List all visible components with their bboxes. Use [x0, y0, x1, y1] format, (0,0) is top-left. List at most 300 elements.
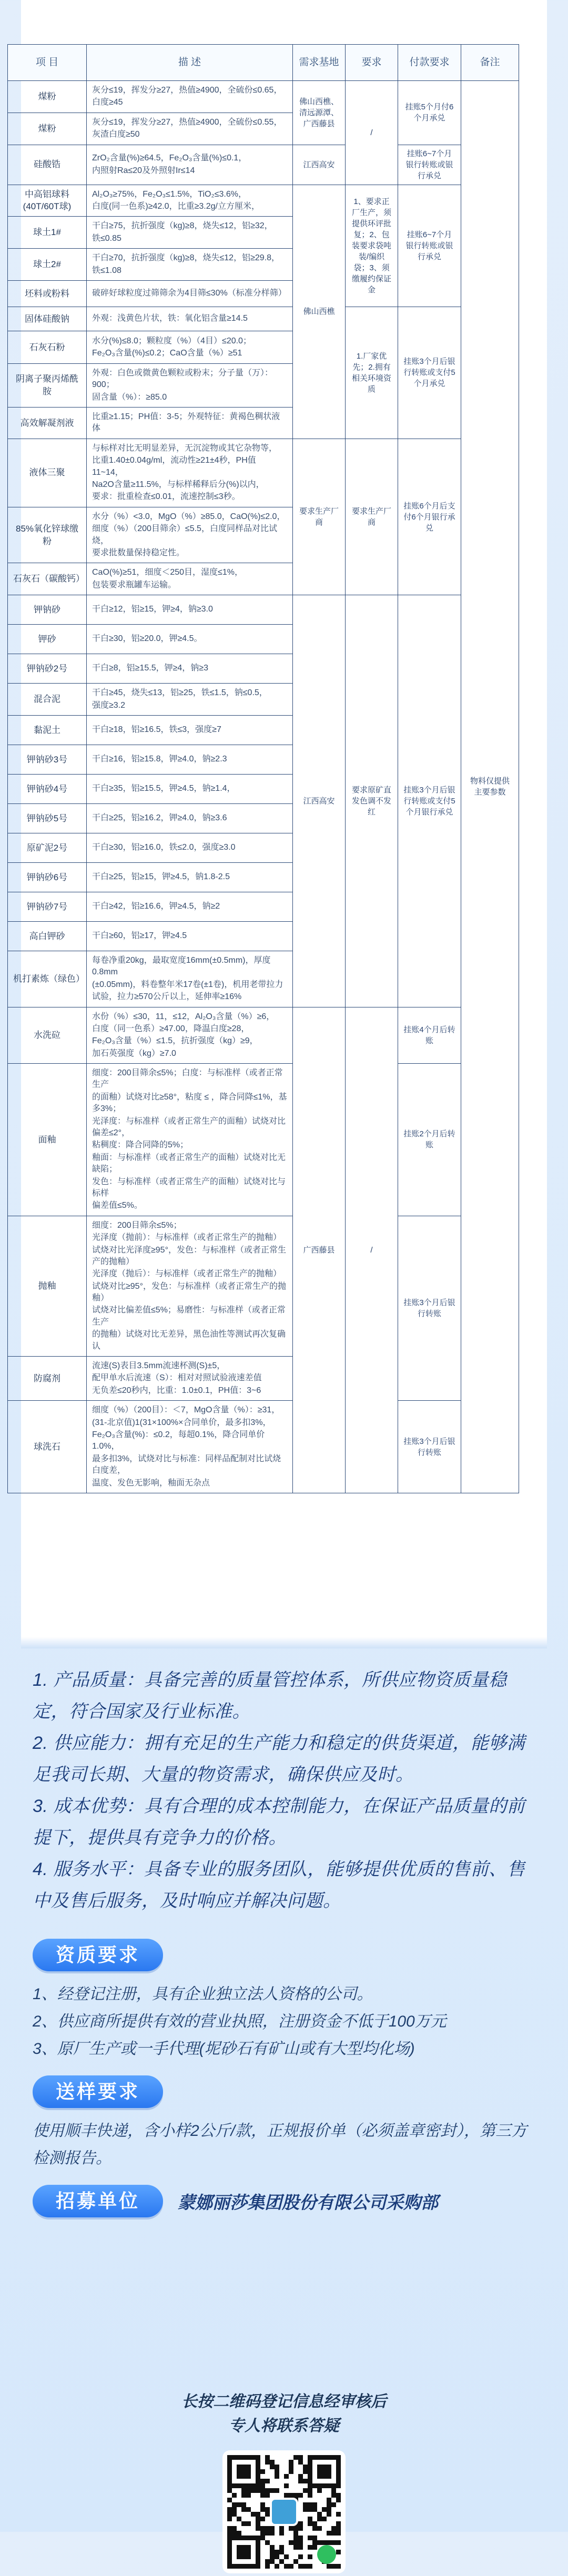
- product-name: 机打素炼（绿色）: [8, 951, 87, 1007]
- product-name: 煤粉: [8, 81, 87, 113]
- qr-module: [308, 2502, 312, 2507]
- description-line: 干白≥18，铝≥16.5，铁≤3，强度≥7: [92, 725, 221, 735]
- qr-module: [275, 2465, 279, 2469]
- qr-module: [265, 2526, 270, 2531]
- product-name: 球土1#: [8, 217, 87, 249]
- qr-module: [270, 2545, 275, 2550]
- description-line: 水分(%)≤8.0；颗粒度（%）（4目）≤20.0；: [92, 336, 251, 345]
- qr-module: [270, 2526, 275, 2531]
- qr-module: [265, 2507, 270, 2512]
- qr-module: [270, 2460, 275, 2465]
- description-line: Fe₂O₃含量(%)：≤0.2，每超0.1%，降合同单价1.0%，: [92, 1430, 265, 1451]
- qr-module: [298, 2536, 303, 2540]
- qr-module: [293, 2545, 298, 2550]
- description-line: 加石英强度（kg）≥7.0: [92, 1048, 176, 1058]
- product-description: [87, 145, 293, 185]
- description-line: 发色：与标准样（或者正常生产的面釉）试烧对比与标样: [92, 1177, 286, 1198]
- qr-module: [265, 2540, 270, 2545]
- product-description: [87, 1064, 293, 1216]
- qr-module: [270, 2559, 275, 2564]
- qr-module: [308, 2493, 312, 2498]
- product-name: 钾钠砂6号: [8, 862, 87, 892]
- qr-module: [293, 2493, 298, 2498]
- product-name: 混合泥: [8, 684, 87, 716]
- qr-logo-icon: [271, 2499, 297, 2525]
- qr-module: [298, 2493, 303, 2498]
- description-line: 干白≥45，烧失≤13，铝≥25，铁≤1.5，钠≤0.5，: [92, 688, 268, 698]
- description-line: 温度、发色无影响，釉面无杂点: [92, 1478, 210, 1488]
- product-description: [87, 113, 293, 145]
- requirement-cell: 要求生产厂商: [346, 439, 398, 595]
- description-line: 的面釉）试烧对比≥58°，粘度 ≤ ，降合同降≤1%，基多3%；: [92, 1092, 287, 1114]
- product-description: [87, 892, 293, 921]
- qr-module: [308, 2488, 312, 2493]
- table-row: [8, 1216, 519, 1356]
- description-line: 干白≥30，铝≥20.0，钾≥4.5。: [92, 634, 202, 644]
- qr-module: [312, 2507, 317, 2512]
- qr-module: [232, 2493, 237, 2498]
- qr-module: [327, 2507, 331, 2512]
- qr-module: [298, 2521, 303, 2526]
- product-name: 球土2#: [8, 249, 87, 281]
- product-name: 中高铝球料(40T/60T球): [8, 185, 87, 217]
- qr-module: [312, 2502, 317, 2507]
- description-line: 干白≥70，抗折强度（kg)≥8，烧失≤12，铝≥29.8，: [92, 253, 280, 263]
- product-description: [87, 249, 293, 281]
- qr-module: [270, 2531, 275, 2536]
- product-name: 原矿泥2号: [8, 833, 87, 862]
- qr-module: [331, 2526, 336, 2531]
- product-name: 液体三聚: [8, 439, 87, 507]
- qr-module: [260, 2507, 265, 2512]
- qr-module: [237, 2502, 241, 2507]
- header-payment: 付款要求: [398, 45, 461, 81]
- sample-text: 使用顺丰快递，含小样2公斤/款，正规报价单（必须盖章密封），第三方检测报告。: [33, 2122, 528, 2167]
- payment-cell: 挂账6个月后支付6个月银行承兑: [398, 439, 461, 595]
- qr-module: [270, 2550, 275, 2554]
- qr-module: [227, 2526, 232, 2531]
- sample-title: 送样要求: [33, 2075, 163, 2108]
- qr-module: [298, 2460, 303, 2465]
- table-row: [8, 439, 519, 507]
- product-description: [87, 745, 293, 774]
- qr-module: [241, 2488, 246, 2493]
- qr-module: [293, 2526, 298, 2531]
- qr-module: [331, 2488, 336, 2493]
- description-line: Na2O含量≥11.5%，与标样稀释后分(%)以内，: [92, 480, 265, 490]
- qr-module: [312, 2521, 317, 2526]
- qr-module: [246, 2507, 251, 2512]
- qr-module: [317, 2512, 322, 2517]
- description-line: 细度：200目筛余≤5%；: [92, 1220, 182, 1230]
- qr-module: [265, 2493, 270, 2498]
- description-line: 灰渣白度≥50: [92, 130, 140, 139]
- product-description: [87, 654, 293, 684]
- qr-module: [251, 2512, 256, 2517]
- description-line: 的抛釉）试烧对比无差异，黑色油性等测试再次复确认: [92, 1330, 286, 1351]
- qr-module: [260, 2488, 265, 2493]
- description-line: 强度≥3.2: [92, 700, 126, 710]
- qr-module: [279, 2531, 284, 2536]
- qr-module: [275, 2474, 279, 2479]
- qr-module: [298, 2526, 303, 2531]
- advantage-item: 1. 产品质量：具备完善的质量管控体系，所供应物资质量稳定，符合国家及行业标准。: [33, 1670, 507, 1722]
- product-description: [87, 363, 293, 407]
- qr-module: [289, 2526, 293, 2531]
- requirement-cell: /: [346, 1007, 398, 1493]
- qr-module: [308, 2536, 312, 2540]
- qr-module: [336, 2564, 341, 2569]
- description-line: 干白≥8，铝≥15.5，钾≥4，钠≥3: [92, 664, 208, 673]
- qr-module: [298, 2545, 303, 2550]
- qr-module: [270, 2465, 275, 2469]
- qr-module: [298, 2455, 303, 2460]
- product-description: [87, 774, 293, 803]
- qr-module: [308, 2545, 312, 2550]
- product-name: 黏泥土: [8, 715, 87, 745]
- qr-module: [265, 2531, 270, 2536]
- table-row: [8, 307, 519, 331]
- product-description: [87, 1007, 293, 1064]
- qr-module: [279, 2526, 284, 2531]
- qr-module: [303, 2488, 308, 2493]
- qr-module: [289, 2564, 293, 2569]
- qualification-item: 2、供应商所提供有效的营业执照，注册资金不低于100万元: [33, 2013, 447, 2030]
- description-line: 釉面：与标准样（或者正常生产的面釉）试烧对比无缺陷；: [92, 1153, 286, 1174]
- product-description: [87, 921, 293, 951]
- description-line: 偏差值≤5%。: [92, 1201, 143, 1210]
- table-row: [8, 185, 519, 217]
- description-line: 包装要求瓶罐车运输。: [92, 580, 177, 589]
- qr-module: [303, 2507, 308, 2512]
- description-line: Fe₂O₃含量（%）≤1.5，抗折强度（kg）≥9，: [92, 1036, 258, 1046]
- footer-line-1: 长按二维码登记信息经审核后: [181, 2393, 387, 2410]
- description-line: 干白≥42，铝≥16.6，钾≥4.5，钠≥2: [92, 902, 220, 911]
- qualification-title: 资质要求: [33, 1939, 163, 1971]
- base-cell: 广西藤县: [293, 1007, 346, 1493]
- description-line: 比重≥1.15；PH值：3-5；外观特征：黄褐色稠状液体: [92, 412, 280, 433]
- qr-module: [227, 2498, 232, 2502]
- qr-module: [260, 2479, 265, 2483]
- qr-module: [260, 2536, 265, 2540]
- qr-module: [275, 2469, 279, 2474]
- qr-module: [293, 2559, 298, 2564]
- qr-module: [308, 2507, 312, 2512]
- qr-module: [317, 2488, 322, 2493]
- qr-module: [303, 2469, 308, 2474]
- qr-module: [317, 2540, 322, 2545]
- qr-module: [284, 2554, 289, 2559]
- qr-module: [275, 2488, 279, 2493]
- qr-module: [298, 2554, 303, 2559]
- payment-cell: 挂账3个月后银行转账或支付5个月银行承兑: [398, 595, 461, 1007]
- description-line: 灰分≤19，挥发分≥27，热值≥4900，全硫份≤0.65，: [92, 86, 282, 95]
- qr-module: [298, 2564, 303, 2569]
- mini-program-badge-icon: [317, 2545, 336, 2564]
- description-line: 铁≤0.85: [92, 233, 121, 243]
- qr-module: [265, 2488, 270, 2493]
- payment-cell: 挂账3个月后银行转账或支付5个月承兑: [398, 307, 461, 439]
- qr-module: [284, 2493, 289, 2498]
- description-line: 细度（%）（200目筛余）≤5.5，白度同样品对比试烧，: [92, 524, 277, 545]
- product-name: 钾钠砂2号: [8, 654, 87, 684]
- qr-module: [265, 2512, 270, 2517]
- recruit-section: [33, 2185, 537, 2217]
- description-line: ZrO₂含量(%)≥64.5，Fe₂O₃含量(%)≤0.1，: [92, 154, 247, 163]
- qr-module: [312, 2545, 317, 2550]
- description-line: 要求批数量保持稳定性。: [92, 548, 185, 557]
- product-name: 面釉: [8, 1064, 87, 1216]
- qr-module: [308, 2554, 312, 2559]
- qr-module: [308, 2564, 312, 2569]
- product-name: 硅酸锆: [8, 145, 87, 185]
- qr-module: [303, 2502, 308, 2507]
- qr-module: [298, 2479, 303, 2483]
- qr-module: [260, 2526, 265, 2531]
- description-line: (31-北京值)1(31×100%×合同单价，最多扣3%，: [92, 1418, 271, 1427]
- qr-finder-core: [237, 2545, 251, 2559]
- qualification-item: 1、经登记注册，具有企业独立法人资格的公司。: [33, 1986, 373, 2003]
- qr-module: [241, 2502, 246, 2507]
- header-description: 描 述: [87, 45, 293, 81]
- description-line: 白度(同一色系)≥42.0，比重≥3.2g/立方厘米，: [92, 201, 260, 211]
- base-cell: 要求生产厂商: [293, 439, 346, 595]
- qr-module: [256, 2521, 260, 2526]
- payment-cell: 挂账3个月后银行转账: [398, 1216, 461, 1400]
- product-description: [87, 803, 293, 833]
- base-cell: 佛山西樵、清远源潭、广西藤县: [293, 81, 346, 145]
- description-line: (±0.05mm)，料卷整年米17卷(±1卷)，机用老带拉力: [92, 980, 283, 989]
- qr-module: [256, 2488, 260, 2493]
- description-line: CaO(%)≥51，细度＜250目，湿度≤1%，: [92, 568, 243, 577]
- qr-finder-core: [237, 2465, 251, 2479]
- qr-module: [265, 2564, 270, 2569]
- qr-module: [327, 2498, 331, 2502]
- qr-module: [279, 2550, 284, 2554]
- base-cell: 江西高安: [293, 145, 346, 185]
- qualification-section: [33, 1939, 537, 2063]
- qr-module: [227, 2512, 232, 2517]
- product-description: [87, 507, 293, 563]
- product-name: 石灰石粉: [8, 331, 87, 363]
- table-row: [8, 1401, 519, 1493]
- product-description: [87, 439, 293, 507]
- advantage-item: 3. 成本优势：具有合理的成本控制能力，在保证产品质量的前提下，提供具有竞争力的价格。: [33, 1796, 525, 1848]
- payment-cell: 挂账3个月后银行转账: [398, 1401, 461, 1493]
- qr-module: [275, 2564, 279, 2569]
- description-line: 光泽度（抛前）：与标准样（或者正常生产的抛釉）: [92, 1233, 282, 1243]
- product-description: [87, 715, 293, 745]
- qr-module: [336, 2512, 341, 2517]
- qr-module: [227, 2507, 232, 2512]
- qr-module: [317, 2526, 322, 2531]
- qr-module: [275, 2554, 279, 2559]
- qr-module: [327, 2540, 331, 2545]
- table-header-row: [8, 45, 519, 81]
- product-description: [87, 595, 293, 625]
- qr-module: [232, 2507, 237, 2512]
- payment-cell: 挂账5个月付6个月承兑: [398, 81, 461, 145]
- recruit-title: 招募单位: [33, 2185, 163, 2217]
- product-table: [7, 44, 519, 1493]
- recruit-company: 蒙娜丽莎集团股份有限公司采购部: [178, 2192, 439, 2212]
- advantage-item: 4. 服务水平：具备专业的服务团队，能够提供优质的售前、售中及售后服务，及时响应并解决问题。: [33, 1859, 525, 1911]
- payment-cell: 挂账6~7个月银行转账或银行承兑: [398, 145, 461, 185]
- description-line: 干白≥16，铝≥15.8，钾≥4.0，钠≥2.3: [92, 755, 227, 764]
- qr-module: [256, 2517, 260, 2521]
- qr-module: [336, 2531, 341, 2536]
- description-line: 流速(S)表目3.5mm流速杯测(S)±5，: [92, 1361, 226, 1371]
- qr-module: [260, 2502, 265, 2507]
- description-line: Fe₂O₃含量(%)≤0.2；CaO含量（%）≥51: [92, 348, 242, 358]
- qr-module: [241, 2493, 246, 2498]
- qr-module: [279, 2559, 284, 2564]
- qr-module: [289, 2465, 293, 2469]
- product-name: 球洗石: [8, 1401, 87, 1493]
- description-line: 干白≥12，铝≥15，钾≥4，钠≥3.0: [92, 605, 213, 614]
- payment-cell: 挂账4个月后转账: [398, 1007, 461, 1064]
- description-line: 无负差≤20秒内，比重：1.0±0.1，PH值：3~6: [92, 1386, 261, 1395]
- description-line: 外观：白色或微黄色颗粒或粉末；分子量（万）：900；: [92, 368, 273, 390]
- description-line: 要求：批重检查≤0.01，流速控制≤3秒。: [92, 492, 240, 502]
- product-description: [87, 625, 293, 654]
- advantage-item: 2. 供应能力：拥有充足的生产能力和稳定的供货渠道，能够满足我司长期、大量的物资需求，确保供应及时。: [33, 1733, 525, 1785]
- qr-module: [232, 2526, 237, 2531]
- requirement-cell: /: [346, 81, 398, 185]
- requirement-cell: 要求原矿直发色调不发红: [346, 595, 398, 1007]
- qr-module: [260, 2469, 265, 2474]
- qr-module: [298, 2474, 303, 2479]
- content-section: [33, 1664, 537, 2217]
- header-remark: 备注: [461, 45, 519, 81]
- product-name: 煤粉: [8, 113, 87, 145]
- qr-module: [232, 2502, 237, 2507]
- qr-module: [336, 2550, 341, 2554]
- qr-module: [270, 2488, 275, 2493]
- description-line: 光泽度：与标准样（或者正常生产的面釉）试烧对比偏差≤2°，: [92, 1116, 286, 1138]
- base-cell: 江西高安: [293, 595, 346, 1007]
- description-line: 白度≥45: [92, 98, 123, 107]
- qr-module: [312, 2540, 317, 2545]
- description-line: 白度（同一色系）≥47.00，降温白度≥28，: [92, 1024, 250, 1033]
- qr-module: [293, 2531, 298, 2536]
- qr-module: [284, 2483, 289, 2488]
- qr-finder-core: [317, 2465, 331, 2479]
- qr-module: [289, 2469, 293, 2474]
- description-line: 固含量（%）：≥85.0: [92, 392, 167, 402]
- product-description: [87, 833, 293, 862]
- qr-module: [227, 2531, 232, 2536]
- qr-module: [246, 2493, 251, 2498]
- description-line: 试烧对比光泽度≥95°，发色：与标准样（或者正常生产的抛釉）: [92, 1245, 286, 1266]
- qr-module: [260, 2531, 265, 2536]
- qr-module: [303, 2479, 308, 2483]
- qr-module: [246, 2521, 251, 2526]
- qr-module: [256, 2512, 260, 2517]
- qr-module: [241, 2521, 246, 2526]
- product-name: 钾钠砂: [8, 595, 87, 625]
- description-line: 试烧对比≥95°，发色：与标准样（或者正常生产的抛釉）: [92, 1281, 286, 1303]
- base-cell: 佛山西樵: [293, 185, 346, 439]
- qr-module: [331, 2540, 336, 2545]
- description-line: 细度（%）（200目）：＜7，MgO含量（%）：≥31，: [92, 1406, 280, 1415]
- product-name: 抛釉: [8, 1216, 87, 1356]
- description-line: 细度：200目筛余≤5%；白度：与标准样（或者正常生产: [92, 1068, 283, 1090]
- qr-module: [298, 2540, 303, 2545]
- qr-module: [336, 2498, 341, 2502]
- qr-module: [312, 2536, 317, 2540]
- qr-module: [312, 2526, 317, 2531]
- payment-cell: 挂账6~7个月银行转账或银行承兑: [398, 185, 461, 307]
- qr-module: [308, 2521, 312, 2526]
- qr-module: [237, 2517, 241, 2521]
- qr-module: [265, 2479, 270, 2483]
- qr-module: [265, 2559, 270, 2564]
- qr-module: [308, 2517, 312, 2521]
- product-name: 石灰石（碳酸钙）: [8, 563, 87, 595]
- product-description: [87, 563, 293, 595]
- qr-module: [260, 2517, 265, 2521]
- table-row: [8, 1064, 519, 1216]
- product-description: [87, 185, 293, 217]
- description-line: 干白≥35，铝≥15.5，钾≥4.5，钠≥1.4，: [92, 784, 236, 793]
- product-name: 高白钾砂: [8, 921, 87, 951]
- product-description: [87, 684, 293, 716]
- qualification-item: 3、原厂生产或一手代理(坭砂石有矿山或有大型均化场): [33, 2040, 415, 2058]
- description-line: 破碎好球粒度过筛筛余为4目筛≤30%（标准分样筛）: [92, 289, 287, 298]
- qr-module: [284, 2474, 289, 2479]
- description-line: 最多扣3%，试烧对比与标准：同样品配制对比试烧白度差，: [92, 1454, 281, 1475]
- description-line: 配甲单水后流速（S）：相对对照试验液速差值: [92, 1373, 262, 1383]
- qr-module: [293, 2455, 298, 2460]
- product-name: 钾钠砂3号: [8, 745, 87, 774]
- description-line: 试验，拉力≥570公斤以上，延伸率≥16%: [92, 992, 242, 1002]
- requirement-cell: 1、要求正厂生产，须提供环评批复；2、包装要求袋吨装/编织袋；3、须缴履约保证金: [346, 185, 398, 307]
- product-name: 钾钠砂7号: [8, 892, 87, 921]
- table-row: [8, 145, 519, 185]
- description-line: 外观：浅黄色片状，铁：氧化铝含量≥14.5: [92, 314, 248, 323]
- description-line: 试烧对比偏差值≤5%；易磨性：与标准样（或者正常生产: [92, 1306, 286, 1327]
- qr-module: [284, 2564, 289, 2569]
- product-description: [87, 280, 293, 307]
- product-description: [87, 1216, 293, 1356]
- product-description: [87, 1401, 293, 1493]
- qr-code[interactable]: [222, 2450, 346, 2573]
- qr-module: [322, 2507, 327, 2512]
- qr-module: [279, 2545, 284, 2550]
- header-item: 项 目: [8, 45, 87, 81]
- product-name: 钾砂: [8, 625, 87, 654]
- description-line: 干白≥60，铝≥17，钾≥4.5: [92, 931, 187, 941]
- description-line: 与标样对比无明显差异，无沉淀物或其它杂物等，: [92, 443, 278, 453]
- description-line: Al₂O₃≥75%，Fe₂O₃≤1.5%，TiO₂≤3.6%，: [92, 189, 247, 199]
- remark-cell: 物料仅提供主要参数: [461, 81, 519, 1493]
- qr-module: [275, 2550, 279, 2554]
- product-description: [87, 307, 293, 331]
- table-row: [8, 1007, 519, 1064]
- qr-module: [331, 2493, 336, 2498]
- product-name: 85%氧化锌球缴粉: [8, 507, 87, 563]
- qr-module: [327, 2531, 331, 2536]
- qr-module: [246, 2488, 251, 2493]
- qr-module: [336, 2521, 341, 2526]
- footer: [0, 2390, 568, 2438]
- description-line: 内照射Ra≤20及外照射Ir≤14: [92, 166, 195, 175]
- qr-module: [331, 2564, 336, 2569]
- product-description: [87, 217, 293, 249]
- description-line: 水份（%）≤30，11，≤12，Al₂O₃含量（%）≥6，: [92, 1012, 275, 1021]
- qr-module: [232, 2512, 237, 2517]
